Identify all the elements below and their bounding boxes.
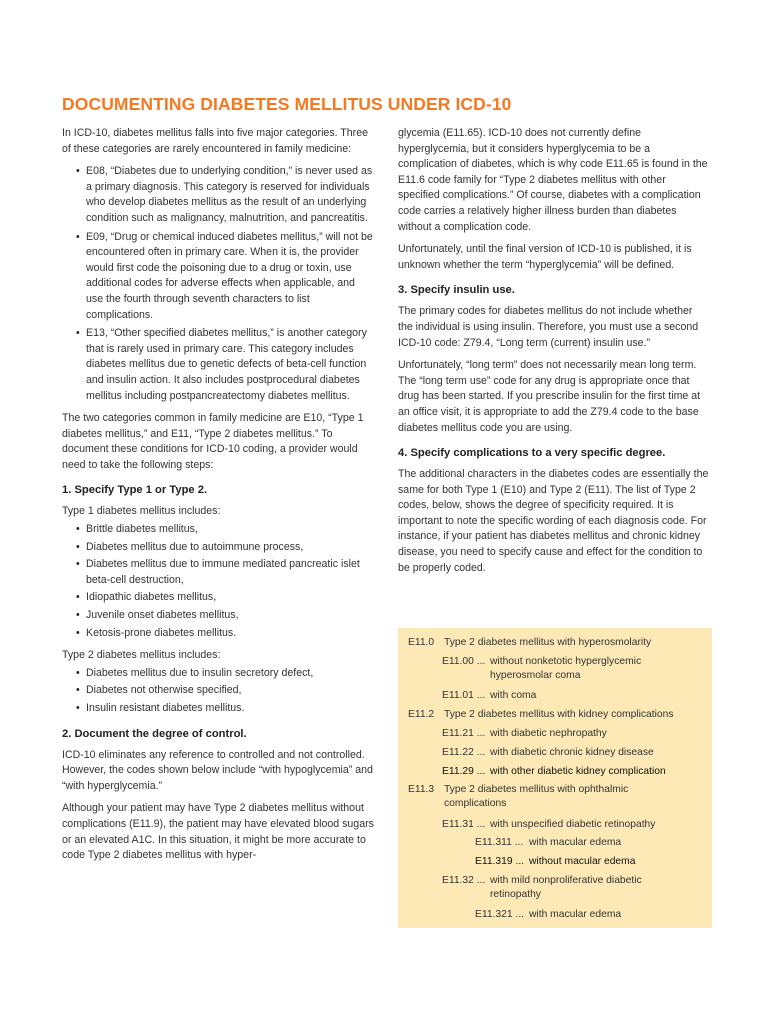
left-column xyxy=(62,126,374,871)
code: E11.29 ... xyxy=(442,766,486,777)
code-description: Type 2 diabetes mellitus with ophthalmic complications xyxy=(444,784,629,809)
type1-label: Type 1 diabetes mellitus includes: xyxy=(62,505,221,518)
code-row xyxy=(408,783,704,811)
code-description: with macular edema xyxy=(529,909,622,920)
step4-heading: 4. Specify complications to a very specific degree. xyxy=(398,447,666,460)
list-item: • Diabetes not otherwise specified, xyxy=(62,683,374,699)
code-description: Type 2 diabetes mellitus with kidney complications xyxy=(444,709,674,720)
hyperglycemia-paragraph: glycemia (E11.65). ICD-10 does not currently define hyperglycemia, but it considers hyperglycemia to be a complication of diabetes, which is why code E11.65 is found in the E11.6 code family for “Type 2 diabetes mellitus with other specified complications.” Of course, diabetes with a complication code carries a relatively higher illness burden than diabetes without a complication code. xyxy=(398,127,708,233)
code: E11.22 ... xyxy=(442,747,486,758)
list-item: • Diabetes mellitus due to autoimmune process, xyxy=(62,540,374,556)
page-title: DOCUMENTING DIABETES MELLITUS UNDER ICD-10 xyxy=(62,94,512,114)
list-item: • Brittle diabetes mellitus, xyxy=(62,522,374,538)
code-row xyxy=(475,908,704,922)
list-item: • Diabetes mellitus due to immune mediated pancreatic islet beta-cell destruction, xyxy=(62,557,374,588)
code-description: with mild nonproliferative diabetic retinopathy xyxy=(490,875,642,900)
code-row xyxy=(442,818,704,832)
step3-heading: 3. Specify insulin use. xyxy=(398,284,515,297)
code: E11.3 xyxy=(408,784,435,795)
type2-list xyxy=(62,666,374,717)
common-categories-paragraph: The two categories common in family medicine are E10, “Type 1 diabetes mellitus,” and E11, “Type 2 diabetes mellitus.” To document these conditions for ICD-10 coding, a provider would need to take the following steps: xyxy=(62,412,364,471)
list-item: • Idiopathic diabetes mellitus, xyxy=(62,590,374,606)
list-item: • E13, “Other specified diabetes mellitus,” is another category that is rarely used in primary care. This category includes diabetes mellitus due to genetic defects of beta-cell function and insulin action. It also includes postprocedural diabetes mellitus including postpancreatectomy diabetes mellitus. xyxy=(62,326,374,404)
code: E11.21 ... xyxy=(442,728,486,739)
code-row xyxy=(442,874,704,902)
code-list-box xyxy=(398,628,712,928)
code-row xyxy=(408,708,704,722)
list-item: • Diabetes mellitus due to insulin secretory defect, xyxy=(62,666,374,682)
code: E11.01 ... xyxy=(442,690,486,701)
code-row xyxy=(442,655,704,683)
type2-label: Type 2 diabetes mellitus includes: xyxy=(62,649,221,662)
right-column xyxy=(398,126,710,583)
code: E11.319 ... xyxy=(475,856,525,867)
code: E11.0 xyxy=(408,637,435,648)
step3-paragraph-1: The primary codes for diabetes mellitus do not include whether the individual is using insulin. Therefore, you must use a second ICD-10 code: Z79.4, “Long term (current) insulin use.” xyxy=(398,305,699,349)
type1-list xyxy=(62,522,374,641)
code-row xyxy=(442,765,704,779)
step4-paragraph: The additional characters in the diabetes codes are essentially the same for both Type 1 (E10) and Type 2 (E11). The list of Type 2 codes, below, shows the degree of specificity required. It is important to note the specific wording of each diagnosis code. For instance, if your patient has diabetes mellitus and chronic kidney disease, you need to specify cause and effect for the condition to be properly coded. xyxy=(398,468,709,574)
code-description: without macular edema xyxy=(529,856,636,867)
step2-paragraph-1: ICD-10 eliminates any reference to controlled and not controlled. However, the codes shown below include “with hypoglycemia” and “with hyperglycemia.” xyxy=(62,748,373,792)
step3-paragraph-2: Unfortunately, “long term” does not necessarily mean long term. The “long term use” code for any drug is appropriate once that drug has been started. If you prescribe insulin for the first time at an office visit, it is appropriate to add the Z79.4 code to the base diabetes mellitus code you are using. xyxy=(398,359,701,434)
rare-categories-list xyxy=(62,164,374,404)
code-row xyxy=(442,689,704,703)
list-item: • Insulin resistant diabetes mellitus. xyxy=(62,701,374,717)
code: E11.321 ... xyxy=(475,909,525,920)
code-description: with coma xyxy=(490,690,537,701)
code: E11.2 xyxy=(408,709,435,720)
step2-heading: 2. Document the degree of control. xyxy=(62,727,247,740)
unfortunately-paragraph: Unfortunately, until the final version of ICD-10 is published, it is unknown whether the term “hyperglycemia” will be defined. xyxy=(398,243,692,271)
code: E11.31 ... xyxy=(442,819,486,830)
code-row xyxy=(475,855,704,869)
code-description: with diabetic chronic kidney disease xyxy=(490,747,654,758)
list-item: • Ketosis-prone diabetes mellitus. xyxy=(62,626,374,642)
list-item: • Juvenile onset diabetes mellitus, xyxy=(62,608,374,624)
code-description: Type 2 diabetes mellitus with hyperosmolarity xyxy=(444,637,652,648)
code-row xyxy=(475,836,704,850)
code-description: without nonketotic hyperglycemic hyperosmolar coma xyxy=(490,656,642,681)
list-item: • E08, “Diabetes due to underlying condition,” is never used as a primary diagnosis. This category is reserved for individuals who develop diabetes mellitus as the result of an underlying condition such as malignancy, malnutrition, and pancreatitis. xyxy=(62,164,374,226)
step1-heading: 1. Specify Type 1 or Type 2. xyxy=(62,484,208,497)
code: E11.32 ... xyxy=(442,875,486,886)
code-row xyxy=(408,636,704,650)
list-item: • E09, “Drug or chemical induced diabetes mellitus,” will not be encountered often in primary care. When it is, the provider would first code the poisoning due to a drug or toxin, use additional codes for adverse effects when applicable, and use the fourth through seventh characters to list complications. xyxy=(62,230,374,324)
step2-paragraph-2: Although your patient may have Type 2 diabetes mellitus without complications (E11.9), the patient may have elevated blood sugars or an elevated A1C. In this situation, it might be more accurate to code Type 2 diabetes mellitus with hyper- xyxy=(62,802,374,862)
code-description: with unspecified diabetic retinopathy xyxy=(490,819,656,830)
code: E11.311 ... xyxy=(475,837,524,848)
code-row xyxy=(442,727,704,741)
code: E11.00 ... xyxy=(442,656,486,667)
code-description: with diabetic nephropathy xyxy=(490,728,607,739)
code-description: with other diabetic kidney complication xyxy=(490,766,666,777)
intro-paragraph: In ICD-10, diabetes mellitus falls into five major categories. Three of these categories are rarely encountered in family medicine: xyxy=(62,127,368,155)
code-description: with macular edema xyxy=(529,837,622,848)
code-row xyxy=(442,746,704,760)
